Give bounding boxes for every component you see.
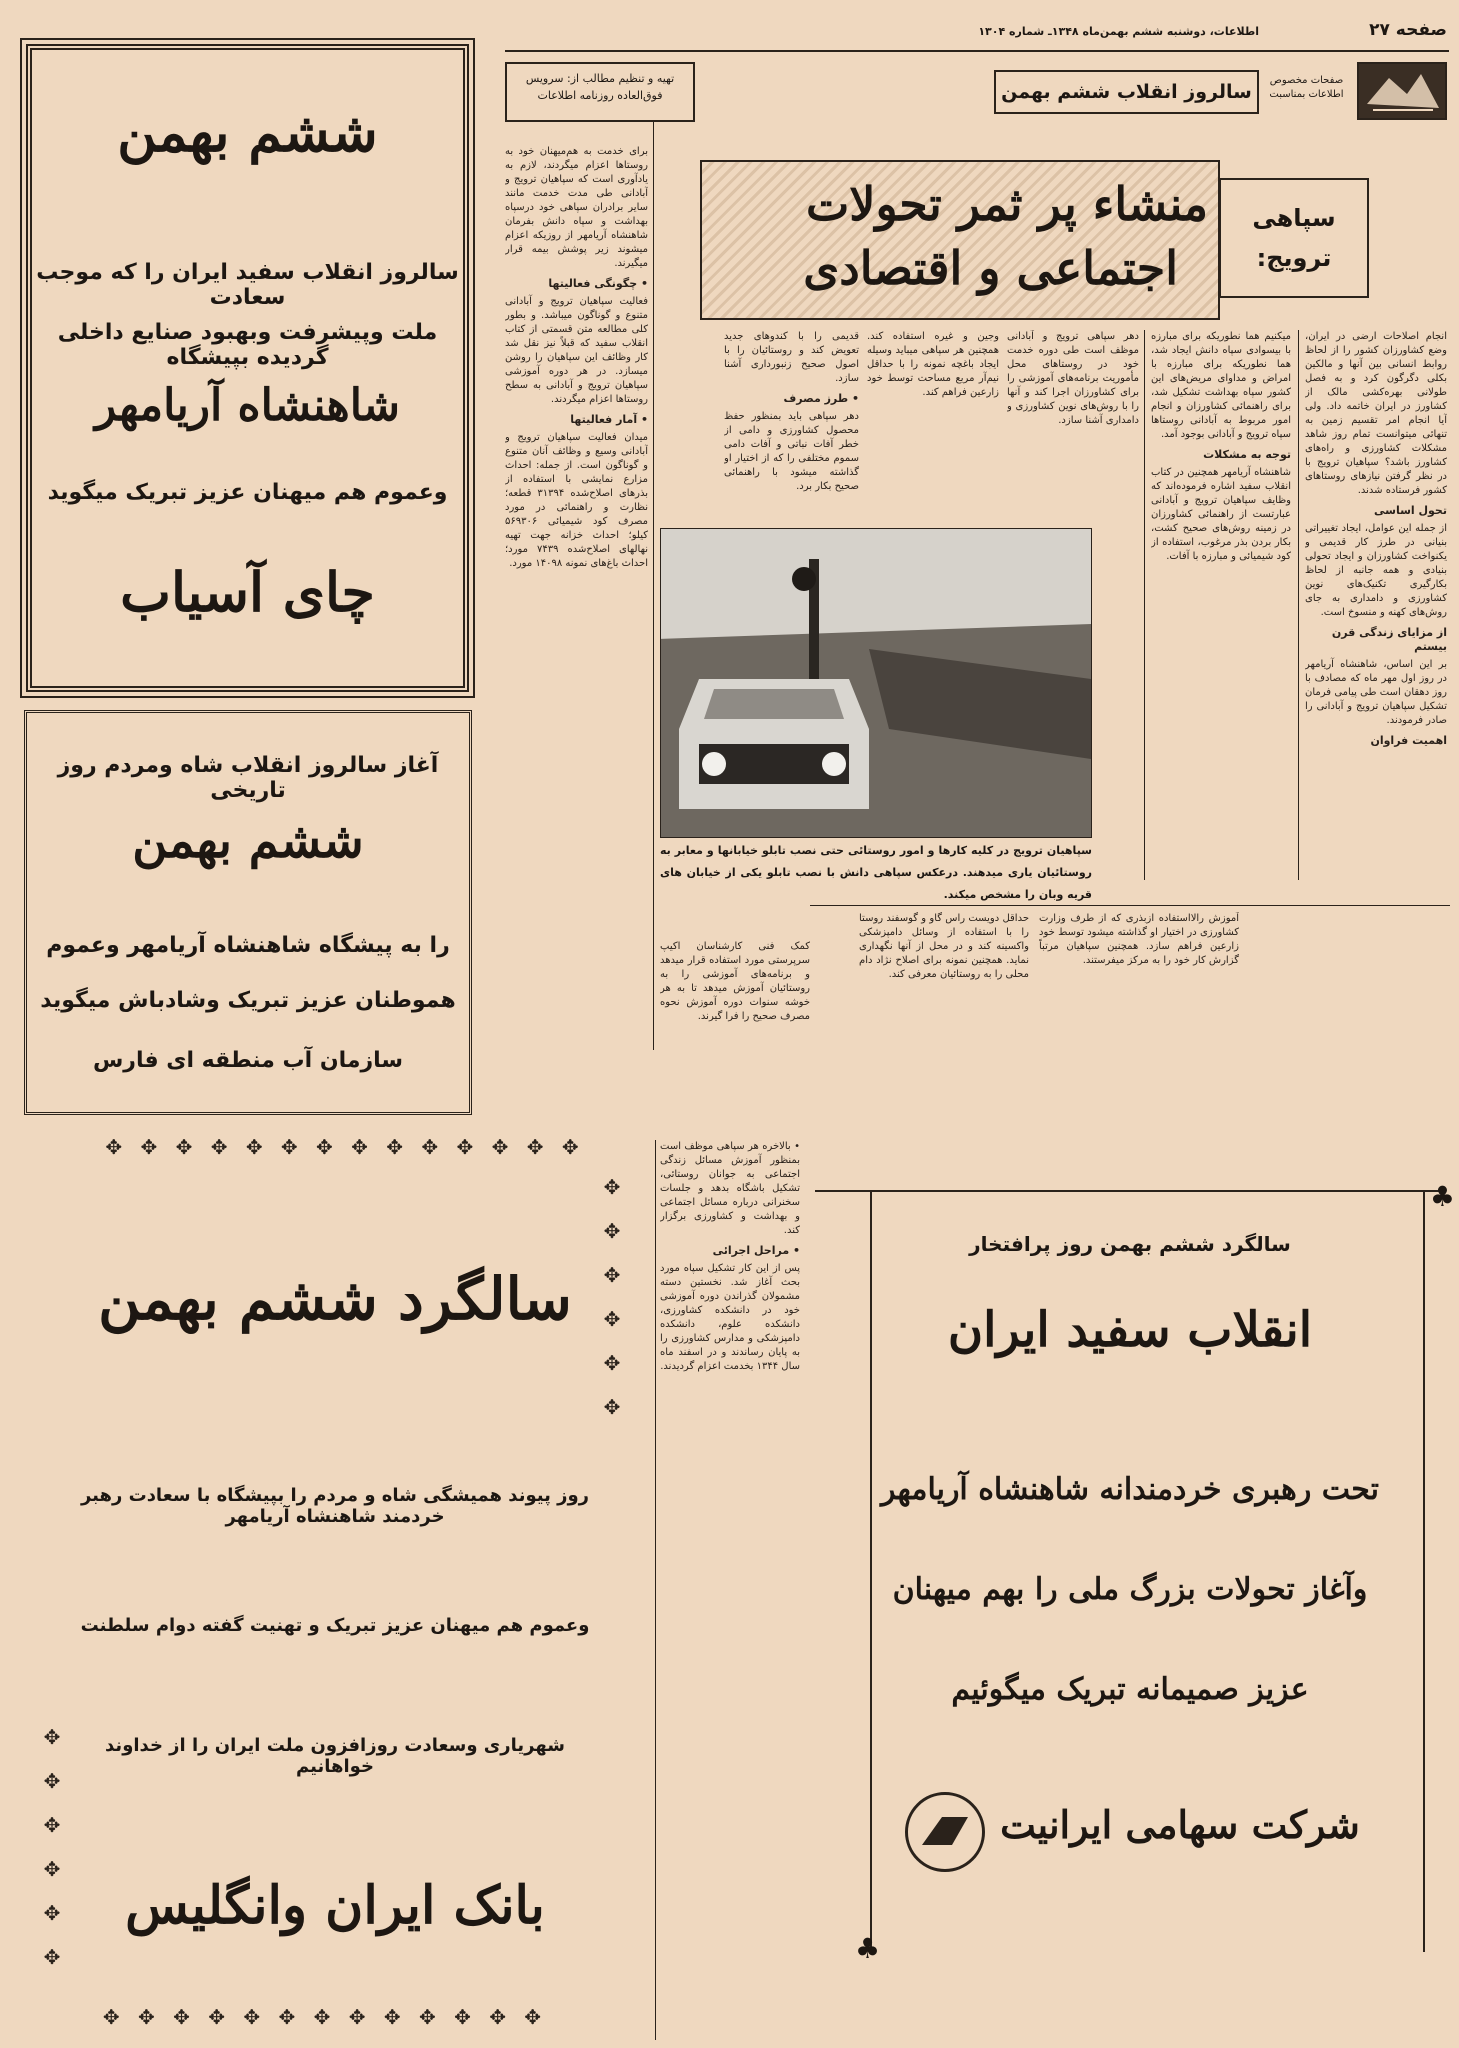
ad1-title: ششم بهمن xyxy=(117,100,378,164)
ad1-line4: وعموم هم میهنان عزیز تبریک میگوید xyxy=(47,480,448,505)
article-col-6: برای خدمت به هم‌میهنان خود به روستاها اعزام میگردند، لازم به یادآوری است که سپاهیان ترویج و آبادانی طی مدت خدمت مانند سایر برادران سپاهی خود درسپاه بهداشت و سپاه دانش بفرمان شاهنشاه آریامهر از روزیکه اعزام میشوند زیر پوشش بیمه قرار میگیرند. • چگونگی فعالیتها فعالیت سپاهیان ترویج و آبادانی متنوع و گوناگون میباشد. و بطور کلی مطالعه متن قسمتی از کتاب انقلاب سفید که قبلاً نیز نقل شد کار وظائف این سپاهیان را روشن میسازد. در هر دوره آموزشی سپاهیان ترویج و آبادانی به سطح روستاها اعزام میگردند. • آمار فعالیتها میدان فعالیت سپاهیان ترویج و آبادانی وسیع و وظائف آنان متنوع و گوناگون است. از جمله: احداث مزارع نمایشی با استفاده از بذرهای اصلاح‌شده ۳۱۳۹۴ قطعه؛ نظارت و راهنمائی در مورد مصرف کود شیمیائی ۵۶۹۳۰۶ کیلو؛ احداث خزانه جهت تهیه نهالهای اصلاح‌شده ۷۴۳۹ مورد؛ احداث باغ‌های نمونه ۱۴۰۹۸ مورد. xyxy=(505,146,648,569)
news-photo xyxy=(660,528,1092,838)
ad4-line4: عزیز صمیمانه تبریک میگوئیم xyxy=(951,1672,1309,1707)
article-col-2: میکنیم هما نطوریکه برای مبارزه با بیسوادی سپاه دانش ایجاد شد، هما نطوریکه برای مبارزه با امراض و مداوای مریض‌های این کشور سپاه بهداشت تشکیل شد، برای راهنمائی کشاورزان و انجام امور مربوط به آبادانی روستاها سپاه ترویج و آبادانی بوجود آمد. توجه به مشکلات شاهنشاه آریامهر همچنین در کتاب انقلاب سفید اشاره فرموده‌اند که وظایف سپاهیان ترویج و آبادانی عبارتست از راهنمائی کشاورزان در زمینه روش‌های صحیح کشت، بکار بردن بذر مرغوب، استفاده از کود شیمیائی و مبارزه با آفات. xyxy=(1151,331,1291,562)
ad2-org: سازمان آب منطقه ای فارس xyxy=(92,1048,404,1073)
ad3-title: سالگرد ششم بهمن xyxy=(98,1265,572,1333)
ad-bank-iran-england xyxy=(40,1135,630,2030)
headline-kicker: سپاهی ترویج: xyxy=(1219,178,1369,298)
ad2-line3: هموطنان عزیز تبریک وشادباش میگوید xyxy=(40,988,456,1013)
ad3-line3: شهریاری وسعادت روزافزون ملت ایران را از خداوند خواهانیم xyxy=(105,1735,565,1777)
clover-icon-top: ♣ xyxy=(1429,1180,1455,1213)
ad3-line1: روز پیوند همیشگی شاه و مردم را بپیشگاه با سعادت رهبر خردمند شاهنشاه آریامهر xyxy=(80,1485,590,1527)
ad-fars-water xyxy=(24,710,472,1115)
photo-caption: سپاهیان ترویج در کلیه کارها و امور روستائی حتی نصب تابلو خیابانها و معابر به روستائیان یاری میدهند. درعکس سپاهی دانش با نصب تابلو یکی از خیابان های قریه وبان را مشخص میکند. xyxy=(660,844,1092,901)
ad4-line1: سالگرد ششم بهمن روز پرافتخار xyxy=(969,1232,1291,1256)
ad4-org: شرکت سهامی ایرانیت xyxy=(1000,1802,1360,1847)
clover-icon-bottom: ♣ xyxy=(855,1932,881,1965)
special-badge: صفحات مخصوص اطلاعات بمناسبت xyxy=(1269,75,1344,100)
headline-box xyxy=(700,160,1220,320)
article-lower-4: • بالاخره هر سپاهی موظف است بمنظور آموزش مسائل زندگی اجتماعی به جوانان روستائی، تشکیل باشگاه بدهد و جلسات سخنرانی درباره مسائل اجتماعی و بهداشت و کشاورزی برگزار کند. • مراحل اجرائی پس از این کار تشکیل سپاه مورد بحث آغاز شد. نخستین دسته مشمولان گذراندن دوره آموزشی خود در دانشکده کشاورزی، دانشکده علوم، دانشکده دامپزشکی و مدارس کشاورزی را به پایان رساندند و در اسفند ماه سال ۱۳۴۴ بخدمت اعزام گردیدند. xyxy=(660,1141,800,1372)
masthead-rule xyxy=(505,50,1449,52)
article-col-3: دهر سپاهی ترویج و آبادانی موظف است طی دوره خدمت خود در روستاهای محل مأموریت برنامه‌های آموزشی را برای کشاورزان اجرا کند و آنها را با روش‌های نوین کشاورزی و دامداری آشنا سازد. xyxy=(1007,331,1139,426)
article-col-5: قدیمی را با کندوهای جدید تعویض کند و روستائیان را با اصول صحیح زنبورداری آشنا سازد. • طرز مصرف دهر سپاهی باید بمنظور حفظ محصول کشاورزی و دامی از خطر آفات نباتی و آفات دامی سموم مختلفی را که از اختیار او گذاشته میشود با راهنمائی صحیح بکار برد. xyxy=(724,331,859,492)
ad2-title: ششم بهمن xyxy=(132,813,364,869)
ad3-line2: وعموم هم میهنان عزیز تبریک و تهنیت گفته دوام سلطنت xyxy=(80,1615,590,1636)
ad1-line1: سالروز انقلاب سفید ایران را که موجب سعادت xyxy=(36,260,459,310)
section-title: سالروز انقلاب ششم بهمن xyxy=(994,70,1259,114)
ad1-line2: ملت وپیشرفت وبهبود صنایع داخلی گردیده بپیشگاه xyxy=(57,320,438,370)
ad4-title: انقلاب سفید ایران xyxy=(947,1302,1313,1358)
ad4-line3: وآغاز تحولات بزرگ ملی را بهم میهنان xyxy=(892,1572,1368,1607)
ornament-border-top: ✥ ✥ ✥ ✥ ✥ ✥ ✥ ✥ ✥ ✥ ✥ ✥ ✥ ✥ xyxy=(105,1135,585,1159)
article-col-1: انجام اصلاحات ارضی در ایران، وضع کشاورزان کشور را از لحاظ روابط انسانی بین آنها و مالکین بکلی دگرگون کرد و به فصل طولانی بهره‌کشی مالک از کشاورز در ایران خاتمه داد. ولی آیا انجام امر تقسیم زمین به تنهائی میتوانست تمام روز شاهد مشکلات کشاورزی و راه‌های کشاورز باشد؟ سپاهیان ترویج با در نظر گرفتن نیازهای روستاهای کشور فرستاده شدند. تحول اساسی از جمله این عوامل، ایجاد تغییراتی بنیانی در طرز کار قدیمی و یکنواخت کشاورزان و ایجاد تحولی بنیادی و همه جانبه از لحاظ بکارگیری تکنیک‌های نوین کشاورزی و دامداری به جای روش‌های کهنه و منسوخ است. از مزایای زندگی قرن بیستم بر این اساس، شاهنشاه آریامهر در روز اول مهر ماه که مصادف با روز دهقان است طی پیامی فرمان تشکیل سپاهیان ترویج و آبادانی را صادر فرمودند. اهمیت فراوان xyxy=(1305,331,1447,747)
prepared-by: تهیه و تنظیم مطالب از: سرویس فوق‌العاده روزنامه اطلاعات xyxy=(505,62,695,122)
ad2-line2: را به پیشگاه شاهنشاه آریامهر وعموم xyxy=(46,933,450,958)
dateline: اطلاعات، دوشنبه ششم بهمن‌ماه ۱۳۴۸ـ شماره ۱۳۰۴ xyxy=(978,25,1259,38)
ornament-border-left: ✥ ✥ ✥ ✥ ✥ ✥ xyxy=(43,1725,67,1969)
ad-iranit xyxy=(815,1180,1455,1990)
article-lower-3: کمک فنی کارشناسان اکیپ سرپرستی مورد استفاده قرار میدهد و برنامه‌های آموزشی را به روستائیان آموزش میدهد تا به هر خوشه سنوات دوره آموزش نحوه مصرف صحیح را فرا گیرند. xyxy=(660,941,810,1022)
ad4-line2: تحت رهبری خردمندانه شاهنشاه آریامهر xyxy=(881,1472,1379,1507)
page-number: صفحه ۲۷ xyxy=(1369,20,1447,40)
special-badge-logo xyxy=(1357,62,1447,120)
article-lower-2: حداقل دویست راس گاو و گوسفند روستا را با استفاده از وسائل دامپزشکی واکسینه کند و در محل از آنها نگهداری نماید. همچنین نمونه برای اصلاح نژاد دام محلی را به روستائیان معرفی کند. xyxy=(859,913,1029,980)
ad-chai-asiab xyxy=(20,38,475,698)
article-lower-1: آموزش رالااستفاده ازبذری که از طرف وزارت کشاورزی در اختیار او گذاشته میشود توسط خود زارعین فراهم سازد. همچنین سپاهیان مرتباً گزارش کار خود را به مرکز میفرستند. xyxy=(1039,913,1239,966)
ad1-brand: چای آسیاب xyxy=(120,560,375,624)
ad3-org: بانک ایران وانگلیس xyxy=(125,1875,545,1936)
article-col-4: وجین و غیره استفاده کند. همچنین هر سپاهی میباید وسیله ایجاد باغچه نمونه را با حداقل نیم‌آر مربع مساحت توسط خود زارعین فراهم کند. xyxy=(867,331,999,398)
ornament-border-bottom: ✥ ✥ ✥ ✥ ✥ ✥ ✥ ✥ ✥ ✥ ✥ ✥ ✥ xyxy=(102,2005,548,2029)
ad1-line3: شاهنشاه آریامهر xyxy=(94,380,401,431)
ad2-line1: آغاز سالروز انقلاب شاه ومردم روز تاریخی xyxy=(57,753,439,803)
headline-line1: منشاء پر ثمر تحولات xyxy=(805,177,1208,231)
ornament-border-right: ✥ ✥ ✥ ✥ ✥ ✥ xyxy=(603,1175,627,1419)
headline-line2: اجتماعی و اقتصادی xyxy=(803,241,1178,295)
